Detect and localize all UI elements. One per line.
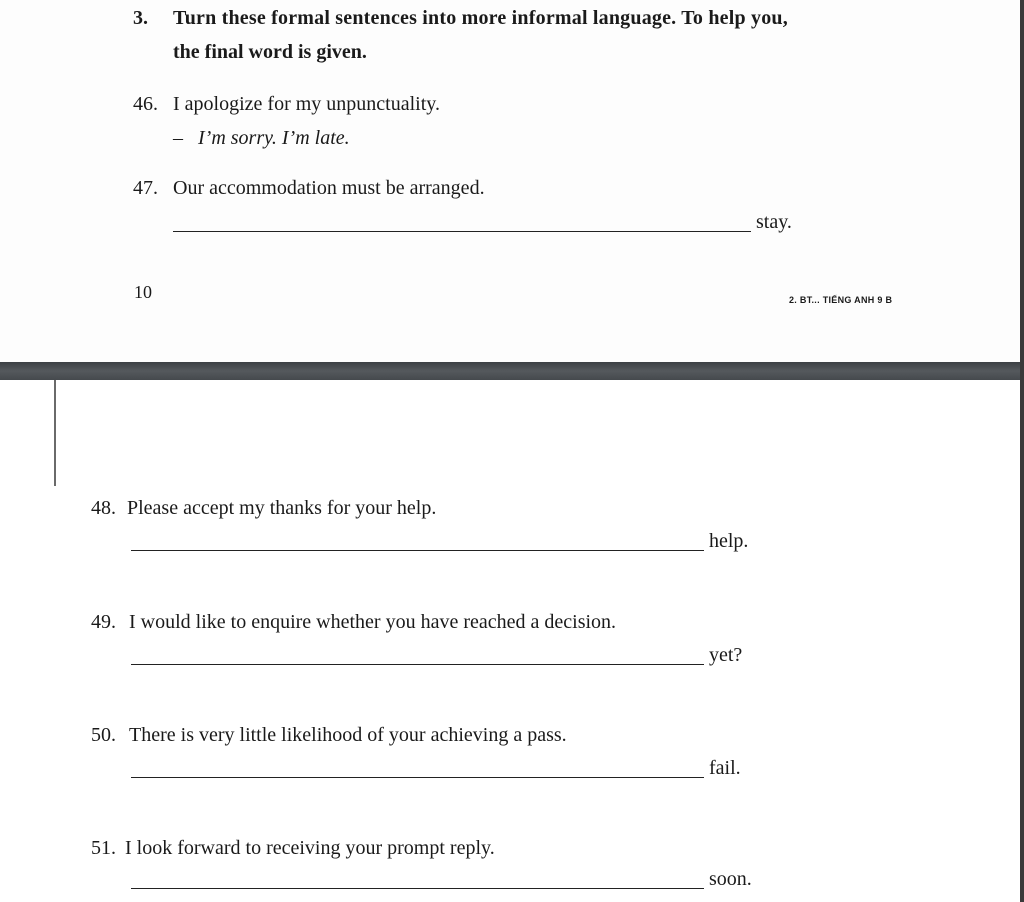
section-instruction-line1: Turn these formal sentences into more informal language. To help you, (173, 7, 788, 29)
item-50-number: 50. (91, 724, 116, 746)
item-47-answer-blank[interactable] (173, 231, 751, 232)
item-47-sentence: Our accommodation must be arranged. (173, 177, 485, 199)
page-bottom (0, 380, 1020, 902)
item-47-final-word: stay. (756, 211, 792, 233)
left-margin-rule (54, 380, 56, 486)
page-number: 10 (134, 282, 152, 302)
section-number: 3. (133, 7, 148, 29)
item-51-number: 51. (91, 837, 116, 859)
item-49-sentence: I would like to enquire whether you have reached a decision. (129, 611, 617, 633)
item-49-number: 49. (91, 611, 116, 633)
item-48-sentence: Please accept my thanks for your help. (127, 497, 437, 519)
right-edge (1020, 0, 1024, 902)
item-51-sentence: I look forward to receiving your prompt reply. (125, 837, 495, 859)
item-50-answer-blank[interactable] (131, 777, 704, 778)
book-code: 2. BT... TIẾNG ANH 9 B (789, 295, 893, 305)
section-instruction-line2: the final word is given. (173, 41, 367, 63)
item-49-final-word: yet? (709, 644, 743, 666)
item-48-final-word: help. (709, 530, 749, 552)
item-51-answer-blank[interactable] (131, 888, 704, 889)
item-46-sentence: I apologize for my unpunctuality. (173, 93, 440, 115)
item-50-sentence: There is very little likelihood of your achieving a pass. (129, 724, 567, 746)
item-47-number: 47. (133, 177, 158, 199)
item-48-answer-blank[interactable] (131, 550, 704, 551)
item-49-answer-blank[interactable] (131, 664, 704, 665)
item-46-answer: I’m sorry. I’m late. (198, 127, 350, 149)
item-50-final-word: fail. (709, 757, 741, 779)
item-46-number: 46. (133, 93, 158, 115)
page-divider (0, 362, 1024, 380)
item-51-final-word: soon. (709, 868, 752, 890)
item-46-answer-dash: – (173, 127, 183, 149)
item-48-number: 48. (91, 497, 116, 519)
